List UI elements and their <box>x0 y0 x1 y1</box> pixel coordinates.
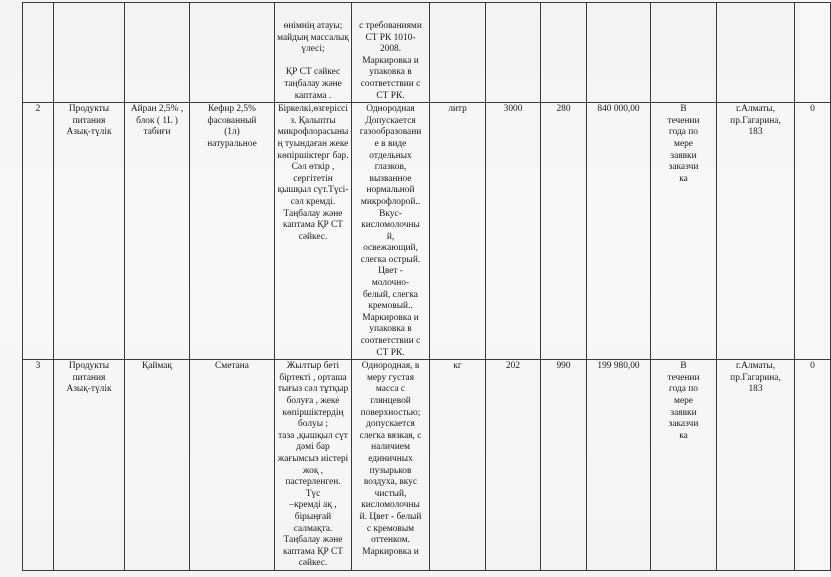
delivery-term: В течении года по мере заявки заказчи ка <box>651 360 717 571</box>
advance-percent: 0 <box>795 360 831 571</box>
total-sum: 199 980,00 <box>587 360 651 571</box>
product-name-kz <box>125 3 190 103</box>
description-ru: Однородная Допускается газообразовани е в виде отдельных глазков, вызванное нормальной микрофлорой.. Вкус- кисломолочны й, освежающий, слегка острый. Цвет - молочно- белый, слегка кремовый.. Маркировка и упаковка в соответствии с СТ РК. <box>352 103 430 360</box>
quantity: 3000 <box>486 103 541 360</box>
product-name-kz: Айран 2,5% , блок ( 1L ) табиғи <box>125 103 190 360</box>
unit: кг <box>430 360 486 571</box>
product-name-ru <box>190 3 275 103</box>
description-ru: Однородная, в меру густая масса с глянцевой поверхностью; допускается слегка вязкая, с наличием единичных пузырьков воздуха, вкус чистый, кисломолочны й. Цвет - белый с кремовым оттенком. Маркировка и <box>352 360 430 571</box>
table-row <box>23 3 831 103</box>
total-sum <box>587 3 651 103</box>
row-number: 3 <box>23 360 54 571</box>
advance-percent: 0 <box>795 103 831 360</box>
product-name-ru: Кефир 2,5% фасованный (1л) натуральное <box>190 103 275 360</box>
description-ru: с требованиями СТ РК 1010- 2008. Маркировка и упаковка в соответствии с СТ РК. <box>352 3 430 103</box>
table-row <box>23 360 831 571</box>
delivery-term: В течении года по мере заявки заказчи ка <box>651 103 717 360</box>
unit-price <box>541 3 587 103</box>
quantity: 202 <box>486 360 541 571</box>
row-number <box>23 3 54 103</box>
advance-percent <box>795 3 831 103</box>
unit-price: 990 <box>541 360 587 571</box>
description-kz: Жылтыр беті біртекті , орташа тығыз сәл тұтқыр болуға , жеке көпіршіктердің болуы ; таза ,қышқыл сүт дәмі бар жағымсыз иістері жоқ , пастерленген. Түс –кремді ақ , бірыңғай салмақта. Таңбалау және каптама ҚР СТ сәйкес. <box>275 360 352 571</box>
row-number: 2 <box>23 103 54 360</box>
description-kz: Біркелкі,өзгеріссі з. Қалыпты микрофлорасыны ң туындаған жеке көпіршіктерг бар. Сәл өткір , сергітетін қышқыл сүт.Түсі- сәл кремді. Таңбалау және каптама ҚР СТ сәйкес. <box>275 103 352 360</box>
product-name-ru: Сметана <box>190 360 275 571</box>
product-name-kz: Қаймақ <box>125 360 190 571</box>
unit <box>430 3 486 103</box>
product-group: Продукты питания Азық-түлік <box>54 103 125 360</box>
delivery-place <box>717 3 795 103</box>
total-sum: 840 000,00 <box>587 103 651 360</box>
table-row <box>23 103 831 360</box>
unit: литр <box>430 103 486 360</box>
product-group <box>54 3 125 103</box>
unit-price: 280 <box>541 103 587 360</box>
delivery-place: г.Алматы, пр.Гагарина, 183 <box>717 360 795 571</box>
description-kz: өнімнің атауы; майдың массалық үлесі; ҚР СТ сәйкес таңбалау және каптама . <box>275 3 352 103</box>
procurement-table <box>22 2 831 571</box>
delivery-place: г.Алматы, пр.Гагарина, 183 <box>717 103 795 360</box>
product-group: Продукты питания Азық-түлік <box>54 360 125 571</box>
quantity <box>486 3 541 103</box>
delivery-term <box>651 3 717 103</box>
